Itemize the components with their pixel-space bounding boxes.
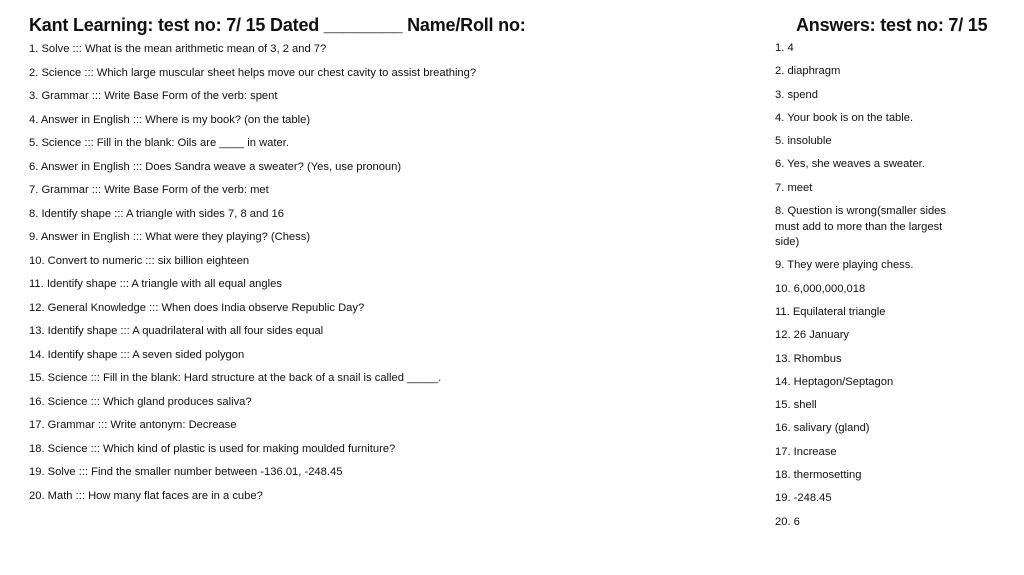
answer-item: 20. 6 [775, 515, 800, 528]
answer-item: 9. They were playing chess. [775, 259, 914, 272]
answer-item: 11. Equilateral triangle [775, 305, 886, 318]
answer-item: 3. spend [775, 88, 818, 101]
question-item: 17. Grammar ::: Write antonym: Decrease [29, 419, 237, 431]
answer-item: 1. 4 [775, 42, 794, 54]
question-item: 20. Math ::: How many flat faces are in a cube? [29, 489, 263, 502]
question-item: 5. Science ::: Fill in the blank: Oils are ____ in water. [29, 137, 289, 149]
answer-item: 18. thermosetting [775, 469, 862, 482]
answer-item: 17. Increase [775, 445, 837, 458]
question-item: 6. Answer in English ::: Does Sandra weave a sweater? (Yes, use pronoun) [29, 160, 402, 173]
answer-item: 7. meet [775, 181, 813, 194]
question-item: 9. Answer in English ::: What were they playing? (Chess) [29, 231, 311, 243]
answer-item: 8. Question is wrong(smaller sides must add to more than the largest side) [775, 205, 946, 249]
answer-item: 6. Yes, she weaves a sweater. [775, 158, 925, 171]
question-item: 16. Science ::: Which gland produces saliva? [29, 395, 252, 408]
answer-list [775, 41, 965, 538]
answer-item: 4. Your book is on the table. [775, 111, 914, 124]
answer-item: 13. Rhombus [775, 352, 842, 365]
question-item: 19. Solve ::: Find the smaller number between -136.01, -248.45 [29, 466, 343, 478]
answer-item: 12. 26 January [775, 329, 850, 342]
answer-item: 5. insoluble [775, 135, 832, 148]
answer-item: 19. -248.45 [775, 492, 832, 505]
question-list [29, 41, 729, 511]
question-item: 14. Identify shape ::: A seven sided polygon [29, 348, 245, 361]
answer-item: 10. 6,000,000,018 [775, 282, 866, 295]
answer-item: 15. shell [775, 399, 817, 412]
question-item: 8. Identify shape ::: A triangle with sides 7, 8 and 16 [29, 207, 284, 220]
question-item: 10. Convert to numeric ::: six billion eighteen [29, 254, 250, 267]
question-item: 3. Grammar ::: Write Base Form of the verb: spent [29, 90, 278, 102]
answer-item: 16. salivary (gland) [775, 422, 870, 435]
question-item: 4. Answer in English ::: Where is my book? (on the table) [29, 113, 311, 126]
answer-item: 2. diaphragm [775, 65, 841, 78]
question-item: 1. Solve ::: What is the mean arithmetic mean of 3, 2 and 7? [29, 43, 327, 55]
question-item: 2. Science ::: Which large muscular sheet helps move our chest cavity to assist breathing? [29, 66, 477, 79]
question-item: 13. Identify shape ::: A quadrilateral with all four sides equal [29, 325, 324, 337]
question-item: 15. Science ::: Fill in the blank: Hard structure at the back of a snail is called _____. [29, 372, 442, 384]
question-item: 7. Grammar ::: Write Base Form of the verb: met [29, 184, 269, 196]
question-item: 12. General Knowledge ::: When does India observe Republic Day? [29, 301, 365, 314]
question-item: 11. Identify shape ::: A triangle with all equal angles [29, 278, 282, 290]
worksheet-title: Kant Learning: test no: 7/ 15 Dated ________ Name/Roll no: [29, 15, 526, 35]
answer-item: 14. Heptagon/Septagon [775, 375, 894, 388]
question-item: 18. Science ::: Which kind of plastic is used for making moulded furniture? [29, 442, 396, 455]
answers-title: Answers: test no: 7/ 15 [796, 15, 988, 35]
